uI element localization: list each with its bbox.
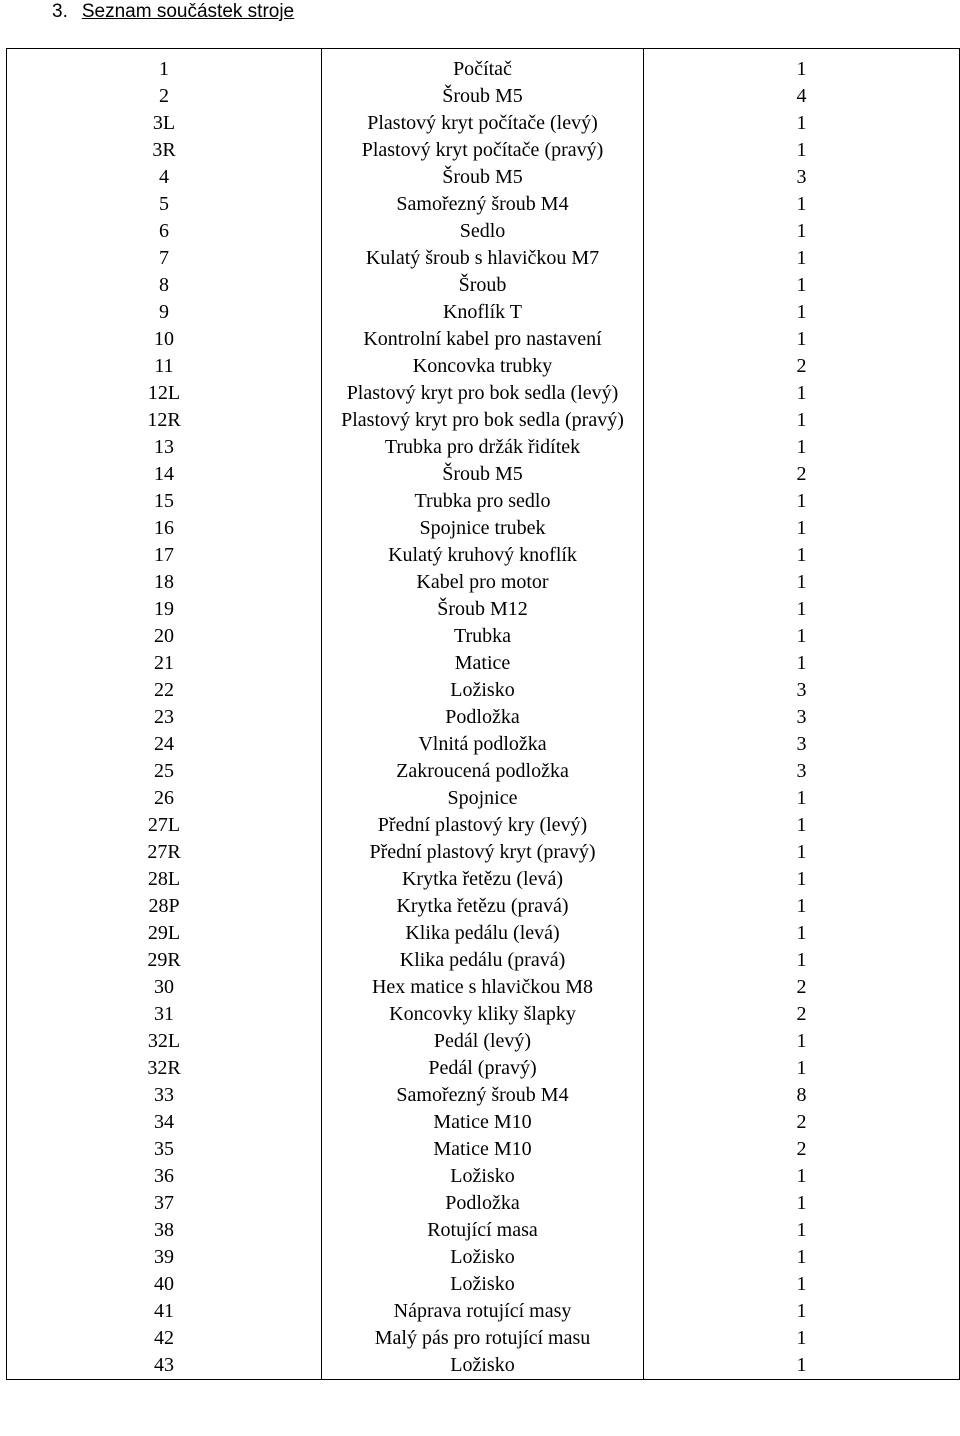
table-row [7, 1352, 960, 1380]
table-row [7, 245, 960, 272]
part-quantity: 1 [796, 598, 807, 620]
part-name: Krytka řetězu (levá) [322, 866, 644, 893]
part-name: Plastový kryt počítače (levý) [322, 110, 644, 137]
part-name: Ložisko [322, 677, 644, 704]
parts-table [6, 48, 960, 1380]
part-number: 6 [7, 218, 322, 245]
part-quantity: 2 [796, 1138, 807, 1160]
part-quantity: 1 [796, 1165, 807, 1187]
table-row [7, 218, 960, 245]
table-row [7, 515, 960, 542]
table-row [7, 407, 960, 434]
table-row [7, 164, 960, 191]
part-name: Ložisko [322, 1163, 644, 1190]
table-row [7, 488, 960, 515]
part-quantity: 1 [796, 139, 807, 161]
part-name: Přední plastový kryt (pravý) [322, 839, 644, 866]
part-number: 19 [7, 596, 322, 623]
part-quantity: 1 [796, 193, 807, 215]
part-quantity: 2 [796, 463, 807, 485]
part-number: 12L [7, 380, 322, 407]
table-row [7, 785, 960, 812]
part-number: 28P [7, 893, 322, 920]
part-quantity: 1 [796, 112, 807, 134]
part-quantity: 1 [796, 517, 807, 539]
table-row [7, 1001, 960, 1028]
part-number: 28L [7, 866, 322, 893]
part-quantity: 1 [796, 247, 807, 269]
part-number: 32L [7, 1028, 322, 1055]
part-quantity: 1 [796, 409, 807, 431]
part-name: Krytka řetězu (pravá) [322, 893, 644, 920]
table-row [7, 272, 960, 299]
part-quantity: 1 [796, 1246, 807, 1268]
part-name: Matice M10 [322, 1136, 644, 1163]
part-quantity: 1 [796, 1057, 807, 1079]
part-quantity: 1 [796, 1354, 807, 1376]
table-row [7, 866, 960, 893]
part-quantity: 1 [796, 1030, 807, 1052]
part-quantity: 4 [796, 85, 807, 107]
part-number: 9 [7, 299, 322, 326]
part-quantity: 3 [796, 166, 807, 188]
part-number: 26 [7, 785, 322, 812]
part-number: 43 [7, 1352, 322, 1380]
part-quantity: 2 [796, 1111, 807, 1133]
table-row [7, 1190, 960, 1217]
part-quantity: 1 [796, 544, 807, 566]
part-quantity: 1 [796, 841, 807, 863]
part-number: 20 [7, 623, 322, 650]
part-name: Trubka pro sedlo [322, 488, 644, 515]
part-name: Plastový kryt pro bok sedla (pravý) [322, 407, 644, 434]
table-row [7, 1082, 960, 1109]
table-row [7, 137, 960, 164]
part-name: Náprava rotující masy [322, 1298, 644, 1325]
part-name: Pedál (pravý) [322, 1055, 644, 1082]
table-row [7, 947, 960, 974]
part-quantity: 1 [796, 787, 807, 809]
part-quantity: 1 [796, 1192, 807, 1214]
part-quantity: 1 [796, 1219, 807, 1241]
part-number: 41 [7, 1298, 322, 1325]
table-row [7, 1244, 960, 1271]
section-number: 3. [52, 1, 68, 22]
table-row [7, 839, 960, 866]
part-quantity: 3 [796, 760, 807, 782]
part-number: 10 [7, 326, 322, 353]
table-row [7, 380, 960, 407]
table-row [7, 56, 960, 83]
part-number: 42 [7, 1325, 322, 1352]
part-quantity: 1 [796, 1327, 807, 1349]
part-name: Trubka pro držák řidítek [322, 434, 644, 461]
table-row [7, 623, 960, 650]
table-row [7, 110, 960, 137]
part-name: Vlnitá podložka [322, 731, 644, 758]
part-name: Podložka [322, 704, 644, 731]
part-quantity: 2 [796, 1003, 807, 1025]
table-row [7, 1028, 960, 1055]
part-name: Rotující masa [322, 1217, 644, 1244]
part-quantity: 3 [796, 706, 807, 728]
table-row [7, 299, 960, 326]
part-number: 1 [7, 56, 322, 83]
part-quantity: 1 [796, 436, 807, 458]
part-number: 14 [7, 461, 322, 488]
table-row [7, 920, 960, 947]
table-row [7, 596, 960, 623]
part-number: 3R [7, 137, 322, 164]
part-number: 12R [7, 407, 322, 434]
part-name: Plastový kryt pro bok sedla (levý) [322, 380, 644, 407]
part-number: 23 [7, 704, 322, 731]
part-number: 39 [7, 1244, 322, 1271]
part-number: 29L [7, 920, 322, 947]
table-row [7, 1109, 960, 1136]
part-number: 3L [7, 110, 322, 137]
part-quantity: 1 [796, 490, 807, 512]
part-quantity: 1 [796, 220, 807, 242]
part-name: Šroub M12 [322, 596, 644, 623]
part-number: 27R [7, 839, 322, 866]
part-number: 27L [7, 812, 322, 839]
part-name: Samořezný šroub M4 [322, 1082, 644, 1109]
part-name: Malý pás pro rotující masu [322, 1325, 644, 1352]
part-quantity: 1 [796, 1273, 807, 1295]
part-number: 4 [7, 164, 322, 191]
part-number: 5 [7, 191, 322, 218]
table-top-spacer [7, 49, 960, 57]
table-row [7, 893, 960, 920]
part-quantity: 8 [796, 1084, 807, 1106]
table-row [7, 1271, 960, 1298]
part-name: Kulatý šroub s hlavičkou M7 [322, 245, 644, 272]
part-number: 24 [7, 731, 322, 758]
part-number: 18 [7, 569, 322, 596]
part-name: Přední plastový kry (levý) [322, 812, 644, 839]
table-row [7, 1163, 960, 1190]
part-name: Zakroucená podložka [322, 758, 644, 785]
part-number: 13 [7, 434, 322, 461]
part-name: Koncovka trubky [322, 353, 644, 380]
table-row [7, 974, 960, 1001]
part-quantity: 1 [796, 652, 807, 674]
part-name: Šroub M5 [322, 83, 644, 110]
part-number: 16 [7, 515, 322, 542]
part-name: Samořezný šroub M4 [322, 191, 644, 218]
part-quantity: 1 [796, 814, 807, 836]
part-number: 40 [7, 1271, 322, 1298]
part-quantity: 1 [796, 868, 807, 890]
part-number: 38 [7, 1217, 322, 1244]
table-row [7, 191, 960, 218]
part-name: Pedál (levý) [322, 1028, 644, 1055]
table-row [7, 1136, 960, 1163]
part-quantity: 1 [796, 274, 807, 296]
part-name: Spojnice [322, 785, 644, 812]
parts-table-body [7, 49, 960, 1380]
part-number: 17 [7, 542, 322, 569]
part-number: 25 [7, 758, 322, 785]
table-row [7, 83, 960, 110]
part-name: Ložisko [322, 1352, 644, 1380]
part-name: Klika pedálu (levá) [322, 920, 644, 947]
part-quantity: 1 [796, 571, 807, 593]
part-quantity: 1 [796, 625, 807, 647]
table-row [7, 704, 960, 731]
part-quantity: 1 [796, 328, 807, 350]
part-quantity: 1 [796, 895, 807, 917]
part-quantity: 3 [796, 733, 807, 755]
part-quantity: 1 [796, 922, 807, 944]
table-row [7, 1298, 960, 1325]
part-number: 36 [7, 1163, 322, 1190]
part-name: Ložisko [322, 1244, 644, 1271]
part-quantity: 3 [796, 679, 807, 701]
table-row [7, 1217, 960, 1244]
section-heading [52, 0, 294, 24]
part-name: Hex matice s hlavičkou M8 [322, 974, 644, 1001]
part-number: 2 [7, 83, 322, 110]
part-name: Kabel pro motor [322, 569, 644, 596]
part-quantity: 2 [796, 355, 807, 377]
part-name: Šroub [322, 272, 644, 299]
part-name: Koncovky kliky šlapky [322, 1001, 644, 1028]
part-quantity: 1 [796, 382, 807, 404]
part-name: Spojnice trubek [322, 515, 644, 542]
table-row [7, 542, 960, 569]
table-row [7, 731, 960, 758]
table-row [7, 434, 960, 461]
part-number: 30 [7, 974, 322, 1001]
part-quantity: 2 [796, 976, 807, 998]
table-row [7, 758, 960, 785]
part-name: Matice [322, 650, 644, 677]
section-title: Seznam součástek stroje [81, 1, 295, 22]
part-name: Trubka [322, 623, 644, 650]
table-row [7, 353, 960, 380]
table-row [7, 1325, 960, 1352]
part-number: 8 [7, 272, 322, 299]
part-number: 22 [7, 677, 322, 704]
part-name: Knoflík T [322, 299, 644, 326]
table-row [7, 1055, 960, 1082]
part-quantity: 1 [796, 1300, 807, 1322]
part-name: Kulatý kruhový knoflík [322, 542, 644, 569]
table-row [7, 326, 960, 353]
part-name: Šroub M5 [322, 164, 644, 191]
part-name: Klika pedálu (pravá) [322, 947, 644, 974]
part-name: Matice M10 [322, 1109, 644, 1136]
table-row [7, 650, 960, 677]
part-number: 21 [7, 650, 322, 677]
part-name: Podložka [322, 1190, 644, 1217]
part-name: Ložisko [322, 1271, 644, 1298]
part-name: Sedlo [322, 218, 644, 245]
part-quantity: 1 [796, 301, 807, 323]
table-row [7, 677, 960, 704]
table-row [7, 461, 960, 488]
part-number: 33 [7, 1082, 322, 1109]
table-row [7, 569, 960, 596]
part-name: Kontrolní kabel pro nastavení [322, 326, 644, 353]
part-quantity: 1 [796, 949, 807, 971]
part-number: 7 [7, 245, 322, 272]
part-number: 31 [7, 1001, 322, 1028]
part-number: 11 [7, 353, 322, 380]
part-number: 35 [7, 1136, 322, 1163]
part-number: 29R [7, 947, 322, 974]
part-number: 37 [7, 1190, 322, 1217]
part-name: Šroub M5 [322, 461, 644, 488]
part-number: 34 [7, 1109, 322, 1136]
part-quantity: 1 [796, 58, 807, 80]
part-number: 15 [7, 488, 322, 515]
part-name: Plastový kryt počítače (pravý) [322, 137, 644, 164]
part-name: Počítač [322, 56, 644, 83]
part-number: 32R [7, 1055, 322, 1082]
table-row [7, 812, 960, 839]
